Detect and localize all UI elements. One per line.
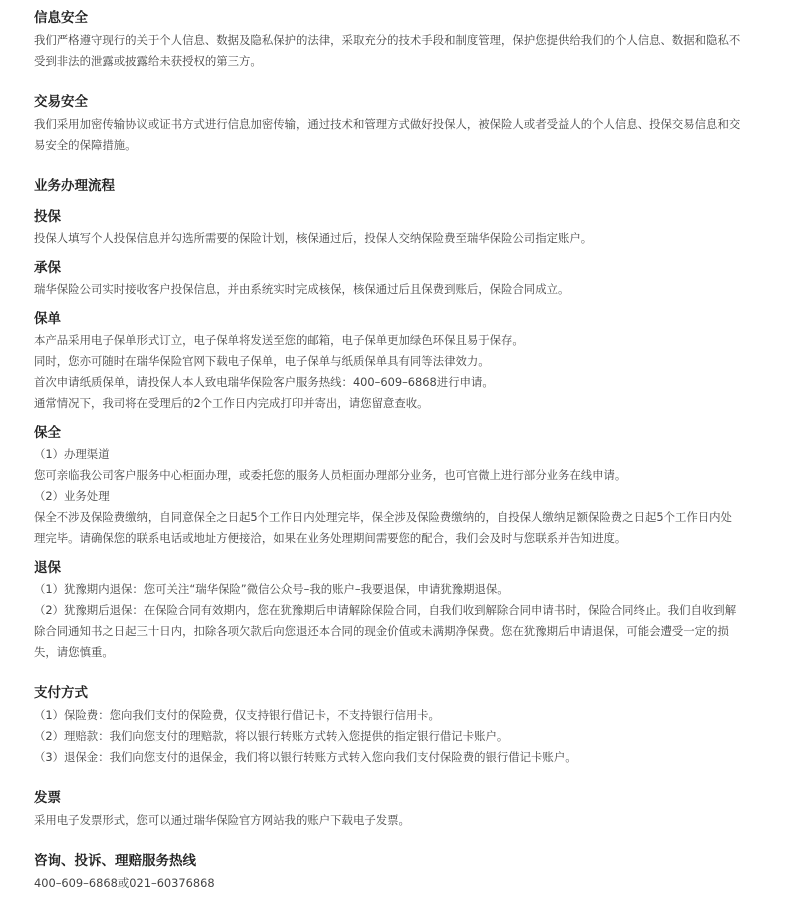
policy-subheading: 保单: [34, 311, 61, 327]
trade-security-heading: 交易安全: [34, 94, 88, 110]
policy-line-3: 首次申请纸质保单，请投保人本人致电瑞华保险客户服务热线：400–609–6868进行申请。: [34, 375, 494, 389]
preserve-line-2: 您可亲临我公司客户服务中心柜面办理，或委托您的服务人员柜面办理部分业务，也可官微上进行部分业务在线申请。: [34, 468, 627, 482]
insure-subheading: 投保: [34, 209, 61, 225]
preserve-line-5: 理完毕。请确保您的联系电话或地址方便接洽，如果在业务处理期间需要您的配合，我们会及时与您联系并告知进度。: [34, 531, 627, 545]
surrender-subheading: 退保: [34, 560, 61, 576]
payment-heading: 支付方式: [34, 685, 88, 701]
info-security-line-1: 我们严格遵守现行的关于个人信息、数据及隐私保护的法律，采取充分的技术手段和制度管理，保护您提供给我们的个人信息、数据和隐私不: [34, 33, 741, 47]
payment-line-1: （1）保险费：您向我们支付的保险费，仅支持银行借记卡，不支持银行信用卡。: [34, 708, 440, 722]
payment-line-2: （2）理赔款：我们向您支付的理赔款，将以银行转账方式转入您提供的指定银行借记卡账户。: [34, 729, 509, 743]
process-heading: 业务办理流程: [34, 178, 115, 194]
preserve-line-1: （1）办理渠道: [34, 447, 110, 461]
preserve-subheading: 保全: [34, 425, 61, 441]
info-security-line-2: 受到非法的泄露或披露给未获授权的第三方。: [34, 54, 262, 68]
invoice-line-1: 采用电子发票形式，您可以通过瑞华保险官方网站我的账户下载电子发票。: [34, 813, 410, 827]
surrender-line-1: （1）犹豫期内退保：您可关注“瑞华保险”微信公众号–我的账户–我要退保，申请犹豫期退保。: [34, 582, 509, 596]
invoice-heading: 发票: [34, 790, 61, 806]
policy-line-1: 本产品采用电子保单形式订立，电子保单将发送至您的邮箱，电子保单更加绿色环保且易于保存。: [34, 333, 524, 347]
hotline-number: 400–609–6868或021–60376868: [34, 876, 215, 890]
underwrite-subheading: 承保: [34, 260, 61, 276]
info-security-heading: 信息安全: [34, 10, 88, 26]
policy-line-2: 同时，您亦可随时在瑞华保险官网下载电子保单，电子保单与纸质保单具有同等法律效力。: [34, 354, 490, 368]
insure-line-1: 投保人填写个人投保信息并勾选所需要的保险计划，核保通过后，投保人交纳保险费至瑞华保险公司指定账户。: [34, 231, 593, 245]
hotline-heading: 咨询、投诉、理赔服务热线: [34, 853, 196, 869]
trade-security-line-2: 易安全的保障措施。: [34, 138, 137, 152]
payment-line-3: （3）退保金：我们向您支付的退保金，我们将以银行转账方式转入您向我们支付保险费的银行借记卡账户。: [34, 750, 577, 764]
surrender-line-3: 除合同通知书之日起三十日内，扣除各项欠款后向您退还本合同的现金价值或未满期净保费。您在犹豫期后申请退保，可能会遭受一定的损: [34, 624, 729, 638]
surrender-line-4: 失，请您慎重。: [34, 645, 114, 659]
preserve-line-3: （2）业务处理: [34, 489, 110, 503]
surrender-line-2: （2）犹豫期后退保：在保险合同有效期内，您在犹豫期后申请解除保险合同，自我们收到解除合同申请书时，保险合同终止。我们自收到解: [34, 603, 737, 617]
trade-security-line-1: 我们采用加密传输协议或证书方式进行信息加密传输，通过技术和管理方式做好投保人，被保险人或者受益人的个人信息、投保交易信息和交: [34, 117, 741, 131]
underwrite-line-1: 瑞华保险公司实时接收客户投保信息，并由系统实时完成核保，核保通过后且保费到账后，保险合同成立。: [34, 282, 570, 296]
preserve-line-4: 保全不涉及保险费缴纳，自同意保全之日起5个工作日内处理完毕，保全涉及保险费缴纳的，自投保人缴纳足额保险费之日起5个工作日内处: [34, 510, 732, 524]
policy-line-4: 通常情况下，我司将在受理后的2个工作日内完成打印并寄出，请您留意查收。: [34, 396, 429, 410]
